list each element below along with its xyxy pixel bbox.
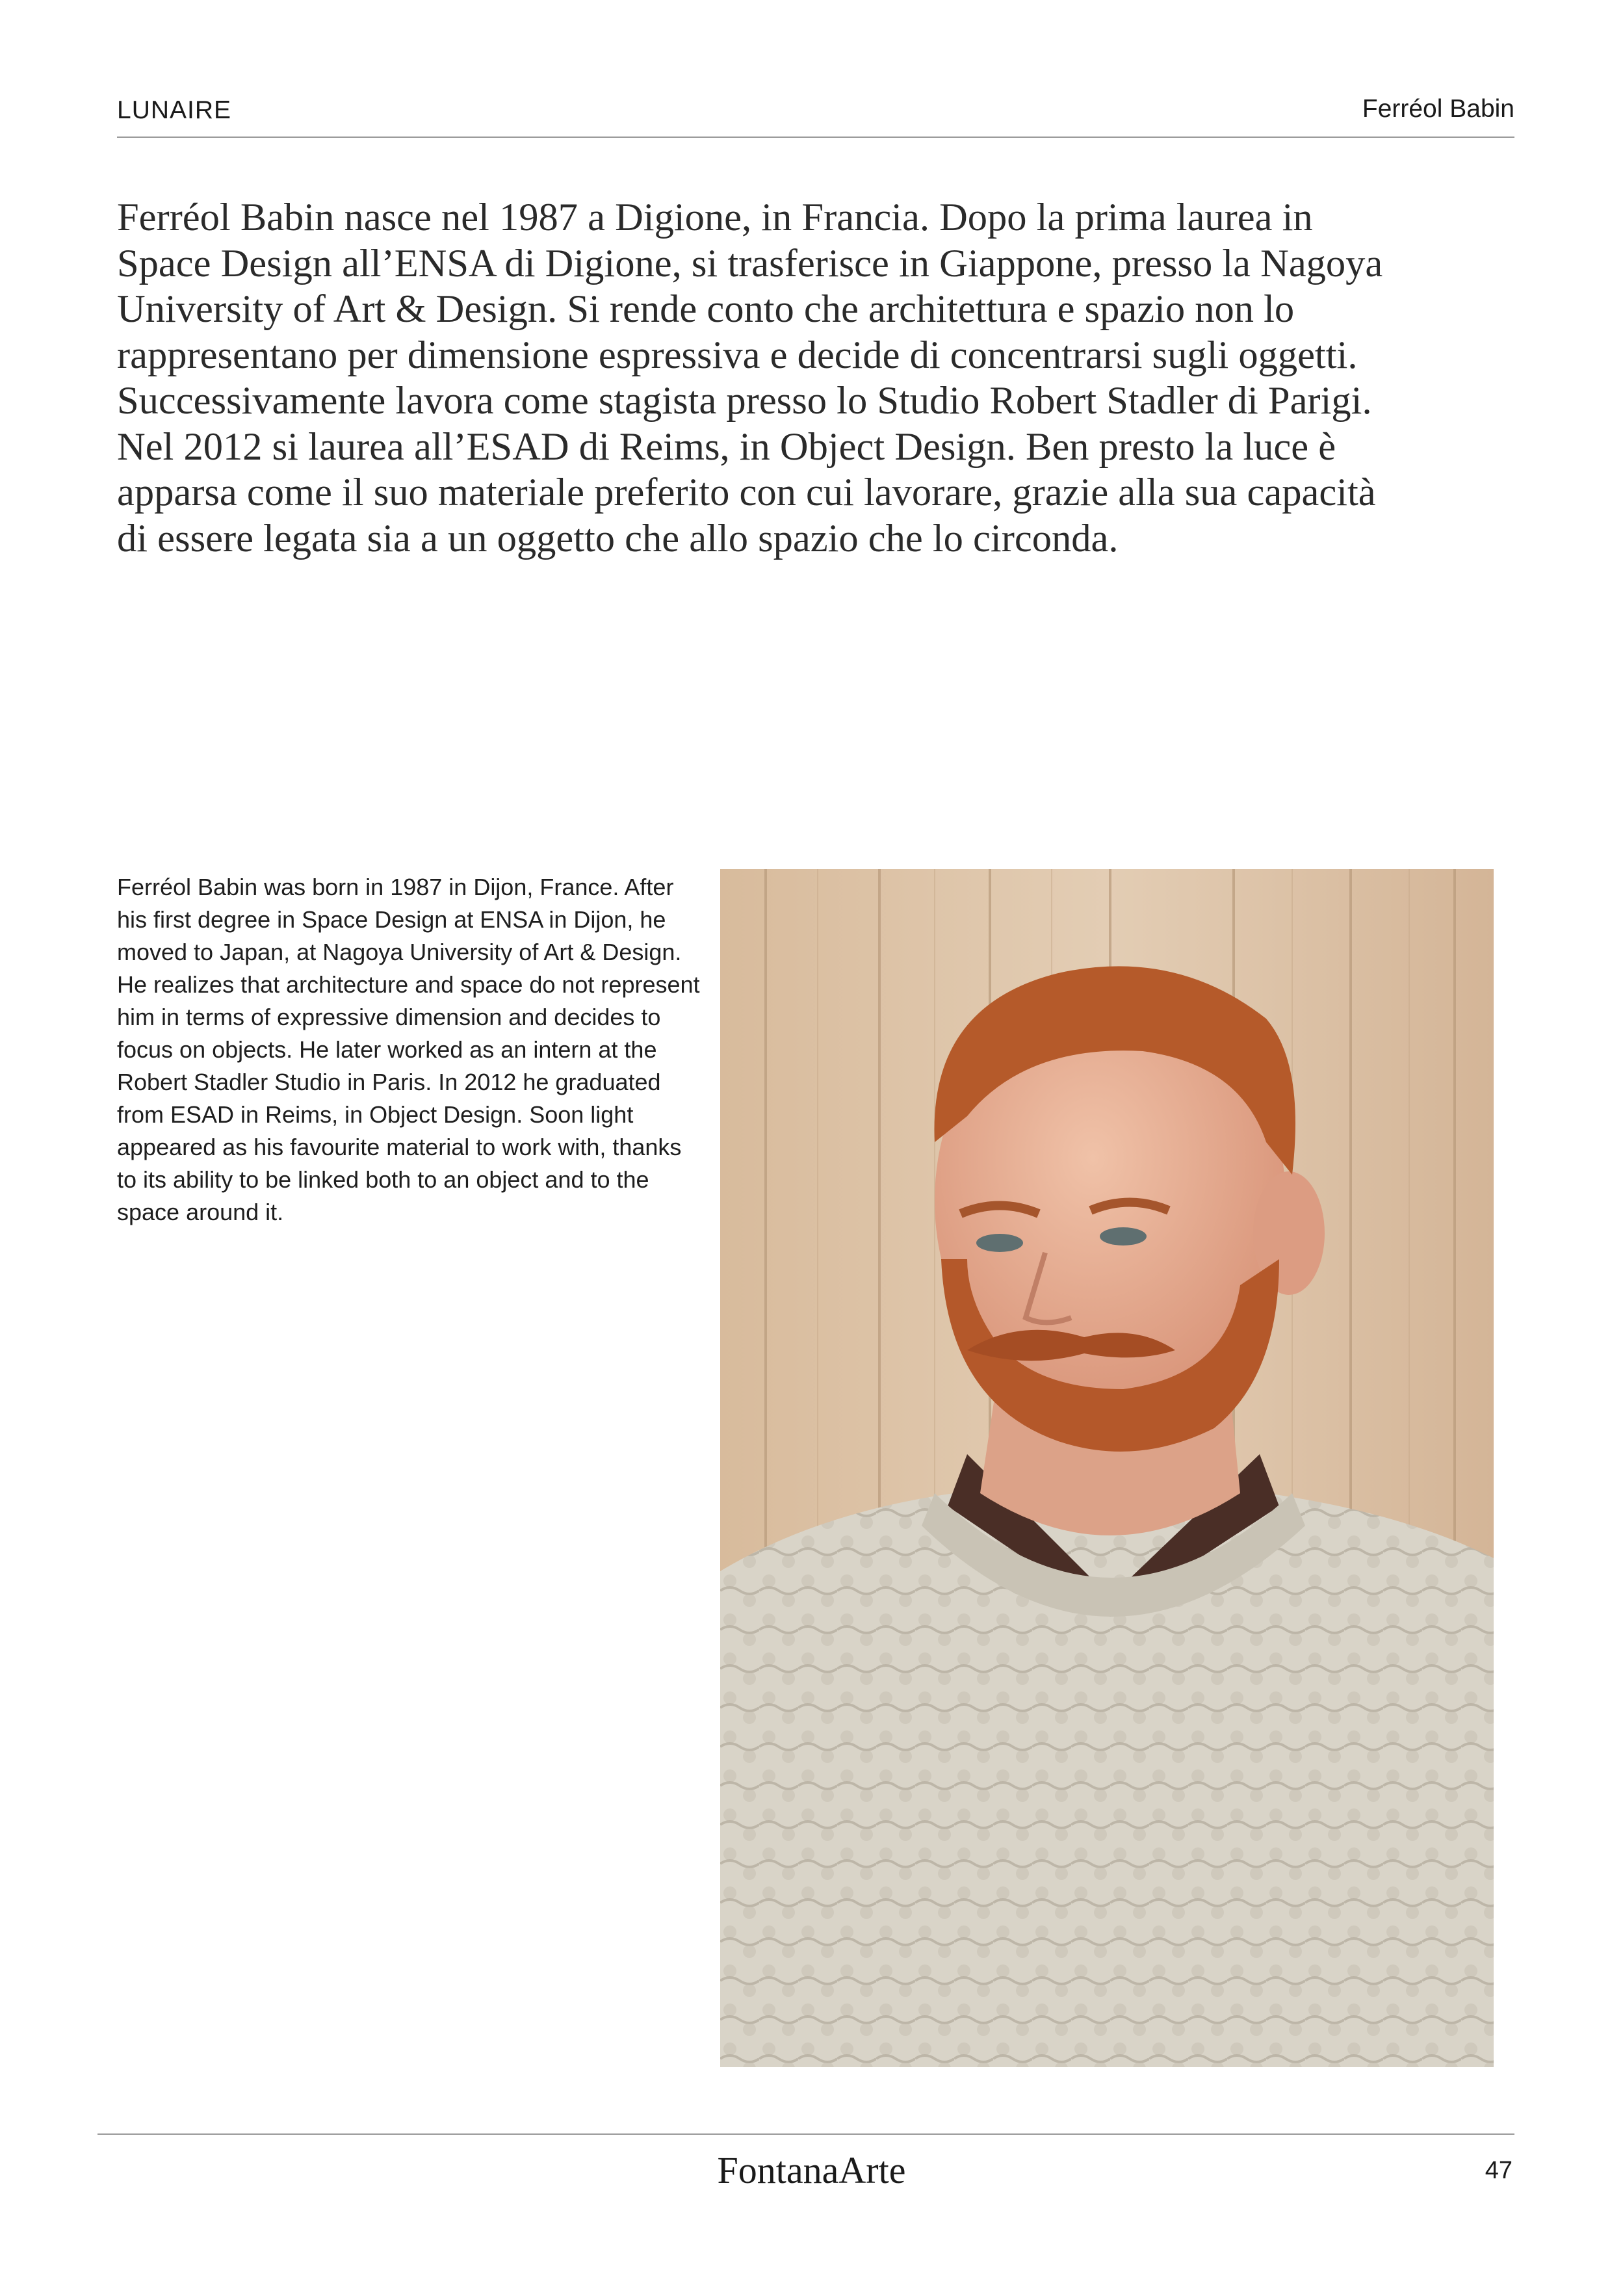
italian-bio-paragraph: Ferréol Babin nasce nel 1987 a Digione, in Francia. Dopo la prima laurea in Space Design all’ENSA di Digione, si trasferisce in Giappone, presso la Nagoya University of Art & Design. Si rende conto che architettura e spazio non lo rappresentano per dimensione espressiva e decide di concentrarsi sugli oggetti. Successivamente lavora come stagista presso lo Studio Robert Stadler di Parigi. Nel 2012 si laurea all’ESAD di Reims, in Object Design. Ben presto la luce è apparsa come il suo materiale preferito con cui lavorare, grazie alla sua capacità di essere legata sia a un oggetto che allo spazio che lo circonda. (117, 196, 1383, 560)
portrait-illustration (720, 869, 1494, 2067)
section-title: LUNAIRE (117, 96, 232, 124)
english-bio-paragraph: Ferréol Babin was born in 1987 in Dijon, France. After his first degree in Space Design at ENSA in Dijon, he moved to Japan, at Nagoya University of Art & Design. He realizes that architecture and space do not represent him in terms of expressive dimension and decides to focus on objects. He later worked as an intern at the Robert Stadler Studio in Paris. In 2012 he graduated from ESAD in Reims, in Object Design. Soon light appeared as his favourite material to work with, thanks to its ability to be linked both to an object and to the space around it. (117, 874, 700, 1225)
page-header (117, 91, 1514, 138)
footer-divider (97, 2133, 1514, 2135)
page-number: 47 (1485, 2157, 1513, 2184)
fontanaarte-logo: FontanaArte (717, 2149, 906, 2191)
designer-portrait-photo (720, 869, 1494, 2067)
designer-name: Ferréol Babin (1362, 95, 1514, 123)
